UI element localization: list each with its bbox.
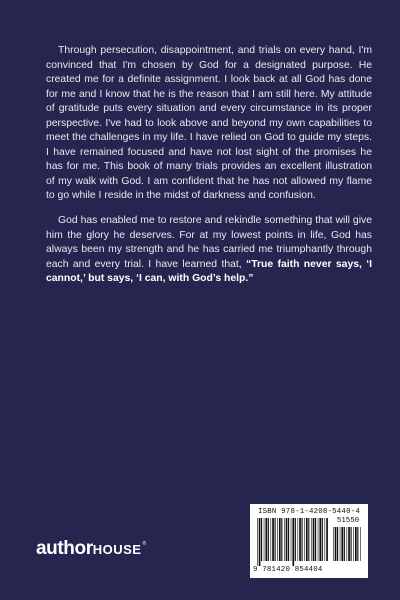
barcode-bar	[264, 518, 265, 561]
blurb-paragraph-2	[46, 214, 372, 287]
barcode-bar	[333, 527, 334, 561]
ean-barcode-bars	[257, 518, 329, 566]
barcode-bar	[315, 518, 316, 561]
barcode-bar	[325, 518, 326, 561]
trademark-symbol: ®	[142, 541, 146, 547]
barcode-bar	[308, 518, 309, 561]
barcode-bar	[259, 518, 261, 566]
barcode-bar	[271, 518, 272, 561]
barcode-bar	[360, 527, 361, 561]
barcode-bar	[281, 518, 282, 561]
barcode-bar	[268, 518, 269, 561]
barcode-bar	[272, 518, 274, 561]
faith-quote: “True faith never says, ‘I cannot,’ but says, ‘I can, with God’s help.”	[46, 258, 373, 285]
blurb-paragraph-1: Through persecution, disappointment, and trials on every hand, I'm convinced that I'm chosen by God for a designated purpose. He created me for a definite assignment. I look back at all God has done for me and I know that he is the reason that I am still here. My attitude of gratitude puts every situation and every circumstance in its proper perspective. I've had to look above and beyond my own capabilities to meet the challenges in my life. I have relied on God to guide my steps. I have remained focused and have not lost sight of the promises he has for me. This book of many trials provides an excellent illustration of my walk with God. I am confident that he has not allowed my flame to go while I reside in the midst of darkness and confusion.	[46, 45, 372, 202]
barcode-bar	[319, 518, 321, 561]
publisher-logo-author: author	[36, 538, 93, 559]
barcode-bar	[295, 518, 296, 561]
barcode-bar	[357, 527, 358, 561]
barcode-bar	[348, 527, 350, 561]
barcode-bar	[257, 518, 258, 566]
barcode-bar	[355, 527, 357, 561]
barcode-bar	[302, 518, 303, 561]
barcode-bar	[341, 527, 343, 561]
barcode-bar	[286, 518, 288, 561]
barcode-bar	[275, 518, 276, 561]
barcode-bar	[344, 527, 345, 561]
barcode-bar	[288, 518, 289, 561]
barcode-bar	[261, 518, 262, 561]
barcode-bar	[277, 518, 278, 561]
price-code: 51550	[336, 517, 360, 525]
barcode-bar	[337, 527, 338, 561]
ean-digits: 9 781420 854404	[253, 566, 323, 574]
publisher-logo	[36, 538, 146, 560]
barcode-bar	[306, 518, 308, 561]
barcode-bar	[318, 518, 319, 561]
barcode-bar	[311, 518, 312, 561]
barcode-bar	[291, 518, 292, 561]
barcode-bar	[322, 518, 323, 561]
blurb-paragraph-2-text: God has enabled me to restore and rekindle something that will give him the glory he deserves. For at my lowest points in life, God has always been my strength and he has carried me triumphantly through each and every trial. I have learned that,	[46, 215, 372, 270]
barcode-bar	[304, 518, 305, 561]
barcode-bar	[340, 527, 341, 561]
back-cover-blurb	[46, 44, 372, 287]
barcode-bar	[313, 518, 315, 561]
publisher-logo-house: HOUSE	[92, 542, 142, 557]
addon-barcode-bars	[333, 527, 363, 566]
barcode-bar	[284, 518, 285, 561]
barcode-bar	[326, 518, 328, 561]
barcode-bar	[353, 527, 354, 561]
barcode-bar	[335, 527, 337, 561]
barcode-bar	[299, 518, 301, 561]
barcode-bar	[279, 518, 281, 561]
barcode-bar	[292, 518, 294, 566]
isbn-barcode	[250, 504, 368, 578]
barcode-bar	[351, 527, 352, 561]
isbn-label: ISBN 978-1-4208-5440-4	[258, 508, 360, 516]
barcode-bar	[298, 518, 299, 561]
barcode-bar	[265, 518, 267, 561]
barcode-bar	[347, 527, 348, 561]
